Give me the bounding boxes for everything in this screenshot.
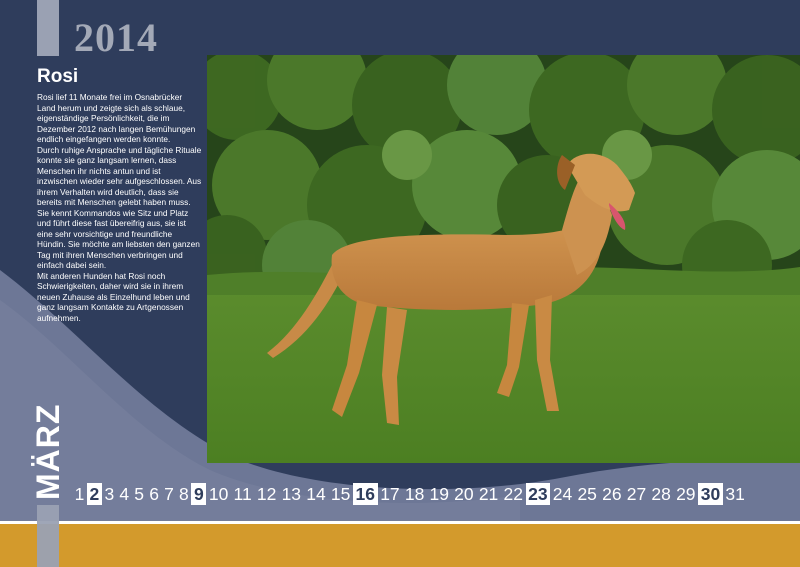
calendar-day: 31 [725,484,745,504]
calendar-day: 19 [429,484,449,504]
calendar-day: 18 [404,484,425,504]
calendar-day-sunday: 2 [87,483,102,505]
calendar-day: 7 [164,484,174,504]
calendar-day: 25 [577,484,597,504]
calendar-day: 14 [306,484,326,504]
calendar-day: 21 [478,484,499,504]
bottom-band [0,524,800,567]
year-heading: 2014 [74,15,158,60]
calendar-day: 29 [676,484,696,504]
calendar-day: 5 [134,484,145,504]
calendar-day: 10 [208,484,229,504]
story-text [37,92,202,323]
dog-photo [207,55,800,463]
calendar-day: 1 [74,484,85,504]
calendar-day: 15 [330,484,351,504]
calendar-day: 20 [454,484,474,504]
calendar-day: 11 [233,484,252,504]
calendar-day-sunday: 30 [698,483,723,505]
calendar-day: 4 [119,484,130,504]
calendar-day: 22 [503,484,523,504]
story-paragraph: Mit anderen Hunden hat Rosi noch Schwierigkeiten, daher wird sie in ihrem neuen Zuhause als Einzelhund leben und ganz langsam Kontakte zu Artgenossen aufnehmen. [37,270,190,323]
day-row [72,481,747,507]
calendar-day: 13 [281,484,302,504]
calendar-day: 26 [602,484,622,504]
calendar-day: 6 [149,484,159,504]
month-label: MÄRZ [30,403,66,500]
calendar-day: 27 [626,484,647,504]
calendar-day-sunday: 9 [191,483,206,505]
calendar-day: 3 [104,484,115,504]
decorative-strip-top [37,0,59,56]
calendar-day: 24 [552,484,573,504]
calendar-day: 8 [179,484,189,504]
calendar-day: 17 [380,484,400,504]
story-title: Rosi [37,66,79,87]
calendar-day-sunday: 16 [353,483,378,505]
decorative-strip-bottom [37,505,59,567]
story-paragraph: Rosi lief 11 Monate frei im Osnabrücker Land herum und zeigte sich als schlaue, eigenständige Persönlichkeit, die im Dezember 2012 nach langen Bemühungen endlich eingefangen werden konnte. [37,92,196,144]
story-paragraph: Durch ruhige Ansprache und tägliche Rituale konnte sie ganz langsam lernen, dass Menschen ihr nichts antun und ist inzwischen wieder sehr aufgeschlossen. Aus ihrem Verhalten wird deutlich, dass sie bereits mit Menschen gelebt haben muss. Sie kennt Kommandos wie Sitz und Platz und führt diese fast übereifrig aus, sie ist eine sehr vorsichtige und freundliche Hündin. Sie möchte am liebsten den ganzen Tag mit ihren Menschen verbringen und einfach dabei sein. [37,144,202,270]
calendar-day: 28 [651,484,671,504]
calendar-day-sunday: 23 [526,483,551,505]
calendar-day: 12 [256,484,277,504]
